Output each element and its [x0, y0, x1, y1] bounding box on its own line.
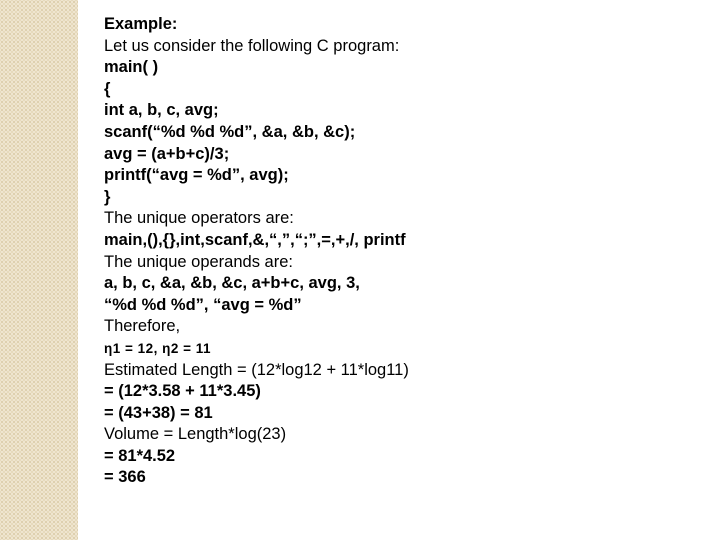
- code-line-main: main( ): [104, 58, 159, 77]
- line-operands-list-2: “%d %d %d”, “avg = %d”: [104, 295, 302, 314]
- line-example-heading: Example:: [104, 15, 178, 33]
- line-operators-heading: The unique operators are:: [104, 209, 294, 228]
- line-therefore: Therefore,: [104, 317, 181, 336]
- line-volume: Volume = Length*log(23): [104, 425, 287, 444]
- code-line-declaration: int a, b, c, avg;: [104, 101, 219, 120]
- line-volume-calc-1: = 81*4.52: [104, 446, 176, 465]
- line-operands-list-1: a, b, c, &a, &b, &c, a+b+c, avg, 3,: [104, 274, 360, 293]
- line-intro: Let us consider the following C program:: [104, 36, 400, 55]
- line-volume-calc-2: = 366: [104, 468, 146, 487]
- line-length-calc-2: = (43+38) = 81: [104, 403, 213, 422]
- line-length-calc-1: = (12*3.58 + 11*3.45): [104, 382, 261, 401]
- slide-content: [104, 14, 704, 489]
- code-line-open-brace: {: [104, 79, 111, 98]
- line-operators-list: main,(),{},int,scanf,&,“,”,“;”,=,+,/, printf: [104, 230, 406, 249]
- line-operands-heading: The unique operands are:: [104, 252, 293, 271]
- line-estimated-length: Estimated Length = (12*log12 + 11*log11): [104, 360, 409, 379]
- code-line-close-brace: }: [104, 187, 111, 206]
- code-line-printf: printf(“avg = %d”, avg);: [104, 166, 289, 185]
- code-line-scanf: scanf(“%d %d %d”, &a, &b, &c);: [104, 122, 356, 141]
- code-line-avg: avg = (a+b+c)/3;: [104, 144, 230, 163]
- decorative-side-strip: [0, 0, 78, 540]
- line-eta-values: η1 = 12, η2 = 11: [104, 340, 212, 356]
